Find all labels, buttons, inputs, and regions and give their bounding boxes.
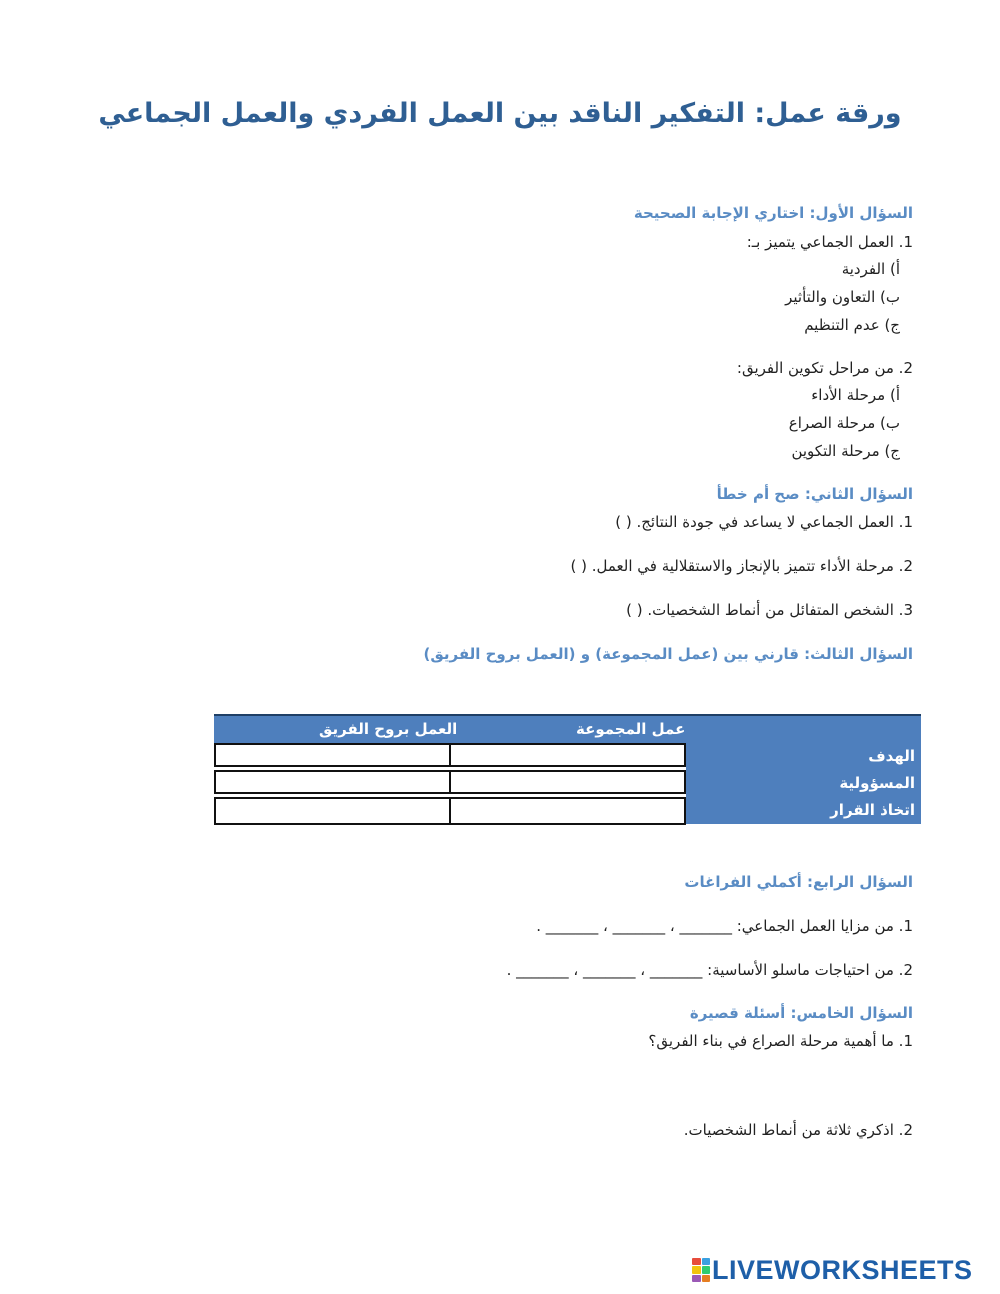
q1-item-2-option-a[interactable]: أ) مرحلة الأداء [811,386,900,404]
page-title: ورقة عمل: التفكير الناقد بين العمل الفردي والعمل الجماعي [98,98,902,129]
cell-decision-team[interactable] [214,797,451,825]
q1-item-1-option-b[interactable]: ب) التعاون والتأثير [785,288,900,306]
row-label-responsibility: المسؤولية [686,770,921,797]
comparison-table-header [214,714,921,744]
q2-item-3[interactable]: 3. الشخص المتفائل من أنماط الشخصيات. ( ) [626,601,913,619]
cell-responsibility-group[interactable] [449,770,686,794]
q1-item-2-option-b[interactable]: ب) مرحلة الصراع [788,414,900,432]
q2-item-1[interactable]: 1. العمل الجماعي لا يساعد في جودة النتائج. ( ) [615,513,913,531]
column-header-team-work: العمل بروح الفريق [319,720,458,738]
q2-heading: السؤال الثاني: صح أم خطأ [716,485,913,503]
q1-item-2-stem: 2. من مراحل تكوين الفريق: [736,359,913,377]
column-header-group-work: عمل المجموعة [576,720,686,738]
q1-heading: السؤال الأول: اختاري الإجابة الصحيحة [633,204,913,222]
row-label-decision: اتخاذ القرار [686,797,921,824]
cell-goal-group[interactable] [449,743,686,767]
liveworksheets-logo-text: LIVEWORKSHEETS [712,1254,973,1285]
q2-item-2[interactable]: 2. مرحلة الأداء تتميز بالإنجاز والاستقلالية في العمل. ( ) [570,557,913,575]
row-label-goal: الهدف [686,743,921,770]
q1-item-2-option-c[interactable]: ج) مرحلة التكوين [791,442,900,460]
cell-decision-group[interactable] [449,797,686,825]
q4-item-2[interactable]: 2. من احتياجات ماسلو الأساسية: _______ ، _______ ، _______ . [506,961,913,979]
q5-heading: السؤال الخامس: أسئلة قصيرة [689,1004,913,1022]
q1-item-1-option-c[interactable]: ج) عدم التنظيم [804,316,900,334]
liveworksheets-logo-icon [692,1258,710,1282]
q5-item-2[interactable]: 2. اذكري ثلاثة من أنماط الشخصيات. [683,1121,913,1139]
q4-item-1[interactable]: 1. من مزايا العمل الجماعي: _______ ، _______ ، _______ . [536,917,913,935]
cell-responsibility-team[interactable] [214,770,451,794]
cell-goal-team[interactable] [214,743,451,767]
q1-item-1-option-a[interactable]: أ) الفردية [841,260,900,278]
q4-heading: السؤال الرابع: أكملي الفراغات [684,873,913,891]
liveworksheets-logo[interactable] [692,1255,973,1285]
q5-item-1[interactable]: 1. ما أهمية مرحلة الصراع في بناء الفريق؟ [648,1032,913,1050]
q3-heading: السؤال الثالث: قارني بين (عمل المجموعة) و (العمل بروح الفريق) [423,645,913,663]
q1-item-1-stem: 1. العمل الجماعي يتميز بـ: [746,233,913,251]
